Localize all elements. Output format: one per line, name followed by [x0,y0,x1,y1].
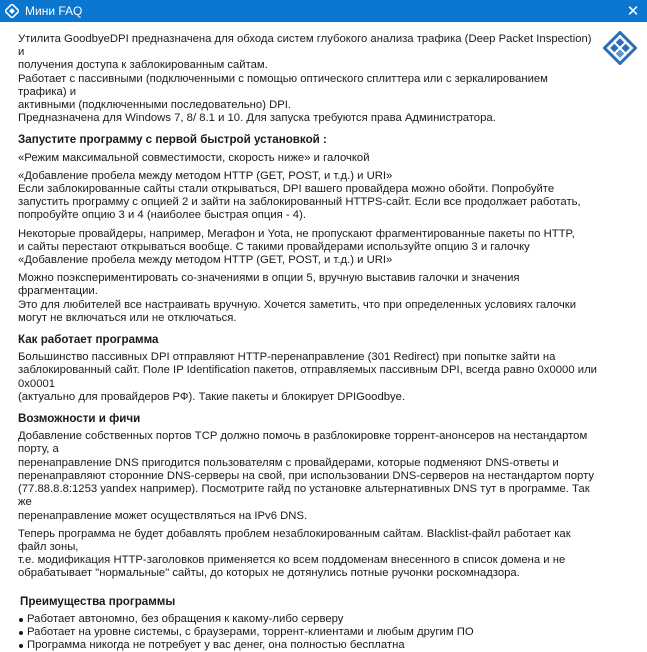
list-item: Работает автономно, без обращения к какому-либо серверу [18,613,598,626]
goodbyedpi-logo-icon [603,31,637,65]
features-heading: Возможности и фичи [18,412,141,426]
title-bar [0,0,647,22]
experiment-paragraph: Можно поэкспериментировать со-значениями в опции 5, вручную выставив галочки и значения фрагментации. Это для любителей все настраивать вручную. Хочется заметить, что при определенных условиях галочки могут не включаться или не отключаться. [18,272,577,324]
app-icon [5,4,19,18]
window-title: Мини FAQ [25,4,83,18]
features-paragraph-1: Добавление собственных портов TCP должно помочь в разблокировке торрент-анонсеров на нестандартом порту, а перенаправление DNS пригодится пользователям с провайдерами, которые подменяют DNS-ответы и перенаправляют сторонние DNS-серверы на свой, при использовании DNS-серверов на нестандартом порту (77.88.8.8:1253 yandex например). Посмотрите гайд по установке альтернативных DNS тут в программе. Так же перенаправление может осуществляться на IPv6 DNS. [18,430,595,522]
intro-text: Утилита GoodbyeDPI предназначена для обхода систем глубокого анализа трафика (Deep Packet Inspection) и получения доступа к заблокированным сайтам. Работает с пассивными (подключенными с помощью оптического сплиттера или с зеркалированием трафика) и активными (подключенными последовательно) DPI. Предназначена для Windows 7, 8/ 8.1 и 10. Для запуска требуются права Администратора. [18,33,592,125]
quickstart-heading: Запустите программу с первой быстрой установкой : [18,133,327,147]
list-item: Работает на уровне системы, с браузерами, торрент-клиентами и любым другим ПО [18,626,598,639]
list-item: Программа никогда не потребует у вас денег, она полностью бесплатна [18,639,598,652]
close-button[interactable]: ✕ [626,3,640,20]
advantages-list [18,613,598,652]
features-paragraph-2: Теперь программа не будет добавлять проблем незаблокированным сайтам. Blacklist-файл работает как файл зоны, т.е. модификация HTTP-заголовков применяется ко всем поддоменам внесенного в список домена и не обрабатывает "нормальные" сайты, до которых не дотянулись потные ручонки роскомнадзора. [18,527,571,580]
advantages-heading: Преимущества программы [20,594,176,608]
faq-content [18,33,598,652]
quickstart-paragraph: Если заблокированные сайты стали открываться, DPI вашего провайдера можно обойти. Попробуйте запустить программу с опцией 2 и зайти на заблокированный HTTPS-сайт. Если все продолжает работать, попробуйте опцию 3 и 4 (наиболее быстрая опция - 4). [18,183,581,222]
providers-paragraph: Некоторые провайдеры, например, Мегафон и Yota, не пропускают фрагментированные пакеты по HTTP, и сайты перестают открываться вообще. С такими провайдерами используйте опцию 3 и галочку «Добавление пробела между методом HTTP (GET, POST, и т.д.) и URI» [18,227,575,267]
quickstart-mode-text: «Режим максимальной совместимости, скорость ниже» и галочкой [18,151,370,164]
quickstart-checkbox-text: «Добавление пробела между методом HTTP (GET, POST, и т.д.) и URI» [18,169,393,182]
how-paragraph: Большинство пассивных DPI отправляют HTTP-перенаправление (301 Redirect) при попытке зайти на заблокированный сайт. Поле IP Identification пакетов, отправляемых пассивным DPI, всегда равно 0x0000 или 0x0001 (актуально для провайдеров РФ). Такие пакеты и блокирует DPIGoodbye. [18,351,597,403]
how-heading: Как работает программа [18,333,159,347]
